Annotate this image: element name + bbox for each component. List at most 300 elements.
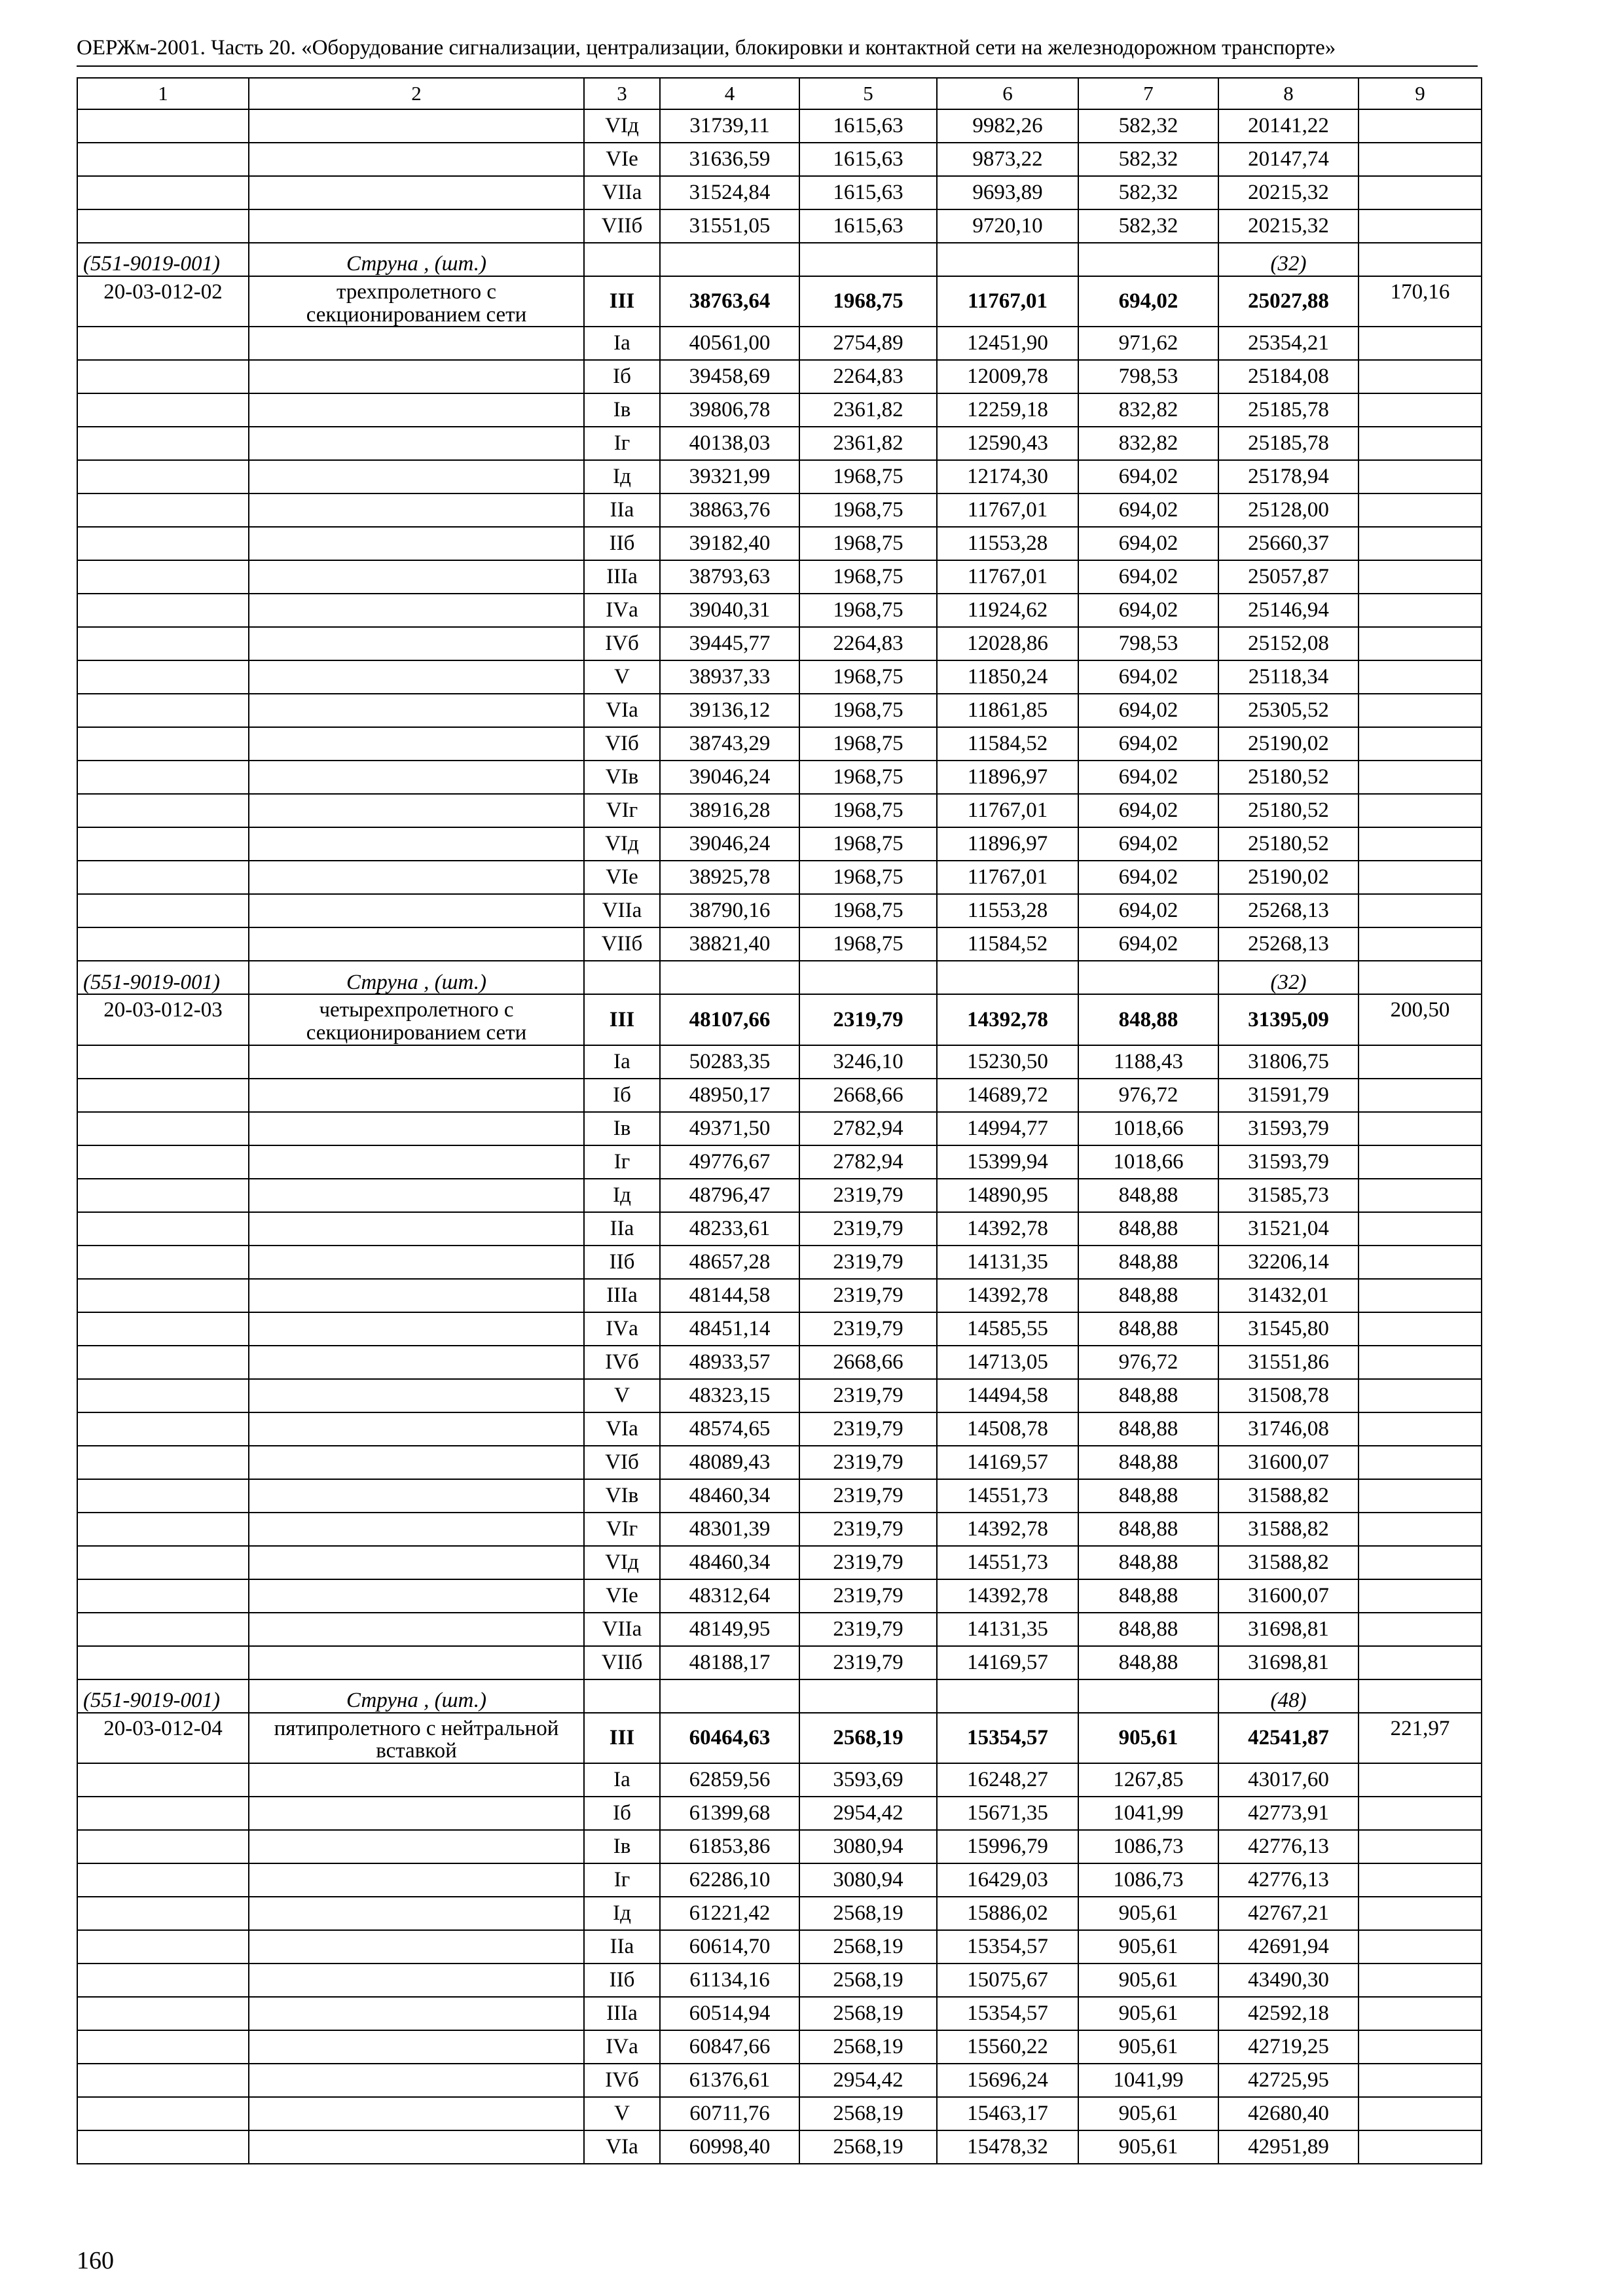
item-code bbox=[77, 1930, 249, 1964]
empty-cell bbox=[584, 243, 660, 276]
value-cell: 25146,94 bbox=[1218, 594, 1359, 627]
value-cell: 2954,42 bbox=[799, 1797, 937, 1830]
value-cell: 694,02 bbox=[1078, 694, 1218, 727]
value-cell: 32206,14 bbox=[1218, 1246, 1359, 1279]
empty-cell bbox=[1078, 1679, 1218, 1713]
value-cell: 25354,21 bbox=[1218, 327, 1359, 360]
value-cell: 11896,97 bbox=[937, 761, 1078, 794]
value-cell: 848,88 bbox=[1078, 1513, 1218, 1546]
value-cell: 976,72 bbox=[1078, 1079, 1218, 1112]
value-cell: 694,02 bbox=[1078, 276, 1218, 327]
value-cell: 38925,78 bbox=[660, 861, 799, 894]
value-cell: 848,88 bbox=[1078, 1312, 1218, 1346]
item-code bbox=[77, 1246, 249, 1279]
item-code bbox=[77, 109, 249, 143]
item-name bbox=[249, 560, 584, 594]
value-cell: 14169,57 bbox=[937, 1646, 1078, 1679]
value-cell: 42680,40 bbox=[1218, 2097, 1359, 2130]
item-name bbox=[249, 827, 584, 861]
zone-cell: Iг bbox=[584, 1863, 660, 1897]
value-cell: 12590,43 bbox=[937, 427, 1078, 460]
item-code: 20-03-012-02 bbox=[77, 276, 249, 327]
item-code bbox=[77, 1279, 249, 1312]
table-row bbox=[77, 2030, 1482, 2064]
value-cell: 42719,25 bbox=[1218, 2030, 1359, 2064]
value-cell: 38743,29 bbox=[660, 727, 799, 761]
value-cell: 2319,79 bbox=[799, 1446, 937, 1479]
zone-cell: Iб bbox=[584, 1079, 660, 1112]
value-cell: 694,02 bbox=[1078, 827, 1218, 861]
value-cell: 905,61 bbox=[1078, 1713, 1218, 1763]
zone-cell: Iд bbox=[584, 1897, 660, 1930]
column-number: 4 bbox=[660, 78, 799, 109]
item-name: трехпролетного с секционированием сети bbox=[249, 276, 584, 327]
value-cell: 2319,79 bbox=[799, 1513, 937, 1546]
value-cell: 61221,42 bbox=[660, 1897, 799, 1930]
zone-cell: VIIа bbox=[584, 894, 660, 927]
value-cell: 11767,01 bbox=[937, 861, 1078, 894]
value-cell: 905,61 bbox=[1078, 2097, 1218, 2130]
value-cell: 39182,40 bbox=[660, 527, 799, 560]
weight-cell bbox=[1359, 1579, 1482, 1613]
column-number: 6 bbox=[937, 78, 1078, 109]
value-cell: 38793,63 bbox=[660, 560, 799, 594]
value-cell: 12028,86 bbox=[937, 627, 1078, 660]
zone-cell: Iв bbox=[584, 1830, 660, 1863]
column-number: 7 bbox=[1078, 78, 1218, 109]
table-row bbox=[77, 1763, 1482, 1797]
value-cell: 38937,33 bbox=[660, 660, 799, 694]
weight-cell bbox=[1359, 176, 1482, 209]
weight-cell: 221,97 bbox=[1359, 1713, 1482, 1763]
value-cell: 38863,76 bbox=[660, 493, 799, 527]
value-cell: 2319,79 bbox=[799, 1179, 937, 1212]
weight-cell bbox=[1359, 1830, 1482, 1863]
value-cell: 31593,79 bbox=[1218, 1112, 1359, 1145]
value-cell: 43017,60 bbox=[1218, 1763, 1359, 1797]
item-name bbox=[249, 1797, 584, 1830]
value-cell: 11553,28 bbox=[937, 527, 1078, 560]
item-code bbox=[77, 527, 249, 560]
table-row bbox=[77, 527, 1482, 560]
weight-cell bbox=[1359, 2030, 1482, 2064]
item-name bbox=[249, 1145, 584, 1179]
item-name bbox=[249, 1897, 584, 1930]
table-row bbox=[77, 1412, 1482, 1446]
value-cell: 42691,94 bbox=[1218, 1930, 1359, 1964]
table-row bbox=[77, 109, 1482, 143]
value-cell: 42776,13 bbox=[1218, 1863, 1359, 1897]
value-cell: 20215,32 bbox=[1218, 209, 1359, 243]
item-code bbox=[77, 894, 249, 927]
value-cell: 48657,28 bbox=[660, 1246, 799, 1279]
item-name bbox=[249, 660, 584, 694]
zone-cell: V bbox=[584, 2097, 660, 2130]
value-cell: 848,88 bbox=[1078, 1246, 1218, 1279]
item-code bbox=[77, 1830, 249, 1863]
weight-cell bbox=[1359, 1613, 1482, 1646]
value-cell: 38821,40 bbox=[660, 927, 799, 961]
weight-cell bbox=[1359, 1145, 1482, 1179]
table-row bbox=[77, 1179, 1482, 1212]
value-cell: 848,88 bbox=[1078, 1546, 1218, 1579]
item-code bbox=[77, 1613, 249, 1646]
value-cell: 48950,17 bbox=[660, 1079, 799, 1112]
value-cell: 848,88 bbox=[1078, 1446, 1218, 1479]
empty-cell bbox=[660, 961, 799, 994]
empty-cell bbox=[1359, 961, 1482, 994]
table-row bbox=[77, 1613, 1482, 1646]
item-code bbox=[77, 1145, 249, 1179]
value-cell: 60514,94 bbox=[660, 1997, 799, 2030]
item-name bbox=[249, 493, 584, 527]
item-code bbox=[77, 460, 249, 493]
item-name bbox=[249, 761, 584, 794]
value-cell: 2319,79 bbox=[799, 1613, 937, 1646]
value-cell: 1968,75 bbox=[799, 861, 937, 894]
value-cell: 16429,03 bbox=[937, 1863, 1078, 1897]
table-row bbox=[77, 1379, 1482, 1412]
item-code bbox=[77, 1312, 249, 1346]
value-cell: 2319,79 bbox=[799, 1379, 937, 1412]
value-cell: 15399,94 bbox=[937, 1145, 1078, 1179]
zone-cell: VIг bbox=[584, 1513, 660, 1546]
resource-quantity: (48) bbox=[1218, 1679, 1359, 1713]
value-cell: 25185,78 bbox=[1218, 427, 1359, 460]
weight-cell bbox=[1359, 1179, 1482, 1212]
value-cell: 39458,69 bbox=[660, 360, 799, 393]
value-cell: 1086,73 bbox=[1078, 1863, 1218, 1897]
weight-cell bbox=[1359, 1513, 1482, 1546]
table-row bbox=[77, 1863, 1482, 1897]
zone-cell: Iа bbox=[584, 1045, 660, 1079]
value-cell: 2668,66 bbox=[799, 1079, 937, 1112]
value-cell: 798,53 bbox=[1078, 627, 1218, 660]
item-code bbox=[77, 1412, 249, 1446]
item-code bbox=[77, 1964, 249, 1997]
value-cell: 31588,82 bbox=[1218, 1479, 1359, 1513]
table-row bbox=[77, 827, 1482, 861]
table-row bbox=[77, 360, 1482, 393]
value-cell: 14169,57 bbox=[937, 1446, 1078, 1479]
value-cell: 2754,89 bbox=[799, 327, 937, 360]
resource-name: Струна , (шт.) bbox=[249, 243, 584, 276]
item-code: 20-03-012-03 bbox=[77, 994, 249, 1045]
value-cell: 31591,79 bbox=[1218, 1079, 1359, 1112]
item-name bbox=[249, 1279, 584, 1312]
zone-cell: VIIб bbox=[584, 1646, 660, 1679]
table-row bbox=[77, 794, 1482, 827]
weight-cell bbox=[1359, 1446, 1482, 1479]
table-body bbox=[77, 78, 1482, 2164]
zone-cell: V bbox=[584, 1379, 660, 1412]
table-row bbox=[77, 1546, 1482, 1579]
value-cell: 694,02 bbox=[1078, 727, 1218, 761]
table-row bbox=[77, 1045, 1482, 1079]
table-row bbox=[77, 1112, 1482, 1145]
table-row bbox=[77, 1513, 1482, 1546]
table-row bbox=[77, 1479, 1482, 1513]
weight-cell bbox=[1359, 1763, 1482, 1797]
value-cell: 12259,18 bbox=[937, 393, 1078, 427]
weight-cell bbox=[1359, 1312, 1482, 1346]
weight-cell bbox=[1359, 794, 1482, 827]
table-row bbox=[77, 1446, 1482, 1479]
value-cell: 48933,57 bbox=[660, 1346, 799, 1379]
value-cell: 15354,57 bbox=[937, 1997, 1078, 2030]
item-name bbox=[249, 176, 584, 209]
table-row bbox=[77, 276, 1482, 327]
value-cell: 11924,62 bbox=[937, 594, 1078, 627]
weight-cell bbox=[1359, 493, 1482, 527]
value-cell: 2361,82 bbox=[799, 427, 937, 460]
page-number: 160 bbox=[77, 2247, 114, 2274]
weight-cell bbox=[1359, 627, 1482, 660]
weight-cell bbox=[1359, 1479, 1482, 1513]
weight-cell bbox=[1359, 460, 1482, 493]
weight-cell bbox=[1359, 1412, 1482, 1446]
value-cell: 25180,52 bbox=[1218, 761, 1359, 794]
value-cell: 60998,40 bbox=[660, 2130, 799, 2164]
value-cell: 20215,32 bbox=[1218, 176, 1359, 209]
empty-cell bbox=[660, 1679, 799, 1713]
value-cell: 31588,82 bbox=[1218, 1546, 1359, 1579]
value-cell: 62859,56 bbox=[660, 1763, 799, 1797]
weight-cell bbox=[1359, 560, 1482, 594]
zone-cell: IVб bbox=[584, 2064, 660, 2097]
item-code bbox=[77, 1446, 249, 1479]
value-cell: 16248,27 bbox=[937, 1763, 1078, 1797]
value-cell: 25180,52 bbox=[1218, 827, 1359, 861]
value-cell: 832,82 bbox=[1078, 427, 1218, 460]
item-name bbox=[249, 527, 584, 560]
value-cell: 848,88 bbox=[1078, 1179, 1218, 1212]
item-name bbox=[249, 393, 584, 427]
value-cell: 2319,79 bbox=[799, 1312, 937, 1346]
value-cell: 694,02 bbox=[1078, 794, 1218, 827]
zone-cell: IIIа bbox=[584, 1279, 660, 1312]
table-row bbox=[77, 1897, 1482, 1930]
item-code bbox=[77, 1179, 249, 1212]
value-cell: 11850,24 bbox=[937, 660, 1078, 694]
item-name bbox=[249, 1863, 584, 1897]
value-cell: 2319,79 bbox=[799, 1579, 937, 1613]
weight-cell bbox=[1359, 1112, 1482, 1145]
value-cell: 31508,78 bbox=[1218, 1379, 1359, 1412]
table-row bbox=[77, 2097, 1482, 2130]
value-cell: 42776,13 bbox=[1218, 1830, 1359, 1863]
item-code bbox=[77, 1546, 249, 1579]
value-cell: 39445,77 bbox=[660, 627, 799, 660]
table-row bbox=[77, 1830, 1482, 1863]
table-row bbox=[77, 1713, 1482, 1763]
value-cell: 2568,19 bbox=[799, 1930, 937, 1964]
zone-cell: VIе bbox=[584, 143, 660, 176]
table-row bbox=[77, 1079, 1482, 1112]
item-name bbox=[249, 109, 584, 143]
item-name bbox=[249, 1212, 584, 1246]
weight-cell bbox=[1359, 1930, 1482, 1964]
value-cell: 1968,75 bbox=[799, 276, 937, 327]
value-cell: 848,88 bbox=[1078, 1479, 1218, 1513]
weight-cell bbox=[1359, 1279, 1482, 1312]
value-cell: 25027,88 bbox=[1218, 276, 1359, 327]
table-row bbox=[77, 1930, 1482, 1964]
empty-cell bbox=[1078, 243, 1218, 276]
item-name bbox=[249, 2097, 584, 2130]
value-cell: 2319,79 bbox=[799, 1646, 937, 1679]
value-cell: 48188,17 bbox=[660, 1646, 799, 1679]
weight-cell bbox=[1359, 2130, 1482, 2164]
value-cell: 848,88 bbox=[1078, 1613, 1218, 1646]
value-cell: 14392,78 bbox=[937, 1279, 1078, 1312]
value-cell: 1968,75 bbox=[799, 927, 937, 961]
value-cell: 694,02 bbox=[1078, 927, 1218, 961]
value-cell: 25190,02 bbox=[1218, 861, 1359, 894]
weight-cell bbox=[1359, 594, 1482, 627]
value-cell: 905,61 bbox=[1078, 2030, 1218, 2064]
zone-cell: Iб bbox=[584, 360, 660, 393]
value-cell: 25305,52 bbox=[1218, 694, 1359, 727]
value-cell: 14508,78 bbox=[937, 1412, 1078, 1446]
value-cell: 2319,79 bbox=[799, 1212, 937, 1246]
value-cell: 1968,75 bbox=[799, 894, 937, 927]
table-row bbox=[77, 1964, 1482, 1997]
item-code bbox=[77, 1863, 249, 1897]
value-cell: 25152,08 bbox=[1218, 627, 1359, 660]
column-number: 3 bbox=[584, 78, 660, 109]
weight-cell bbox=[1359, 861, 1482, 894]
value-cell: 694,02 bbox=[1078, 560, 1218, 594]
value-cell: 2568,19 bbox=[799, 1997, 937, 2030]
value-cell: 20141,22 bbox=[1218, 109, 1359, 143]
value-cell: 48107,66 bbox=[660, 994, 799, 1045]
table-row bbox=[77, 2064, 1482, 2097]
table-row bbox=[77, 393, 1482, 427]
item-code bbox=[77, 1579, 249, 1613]
zone-cell: VIа bbox=[584, 1412, 660, 1446]
value-cell: 38916,28 bbox=[660, 794, 799, 827]
value-cell: 2668,66 bbox=[799, 1346, 937, 1379]
value-cell: 31593,79 bbox=[1218, 1145, 1359, 1179]
value-cell: 694,02 bbox=[1078, 761, 1218, 794]
value-cell: 11767,01 bbox=[937, 560, 1078, 594]
item-code bbox=[77, 1513, 249, 1546]
value-cell: 2568,19 bbox=[799, 2130, 937, 2164]
value-cell: 50283,35 bbox=[660, 1045, 799, 1079]
empty-cell bbox=[799, 961, 937, 994]
value-cell: 20147,74 bbox=[1218, 143, 1359, 176]
value-cell: 25180,52 bbox=[1218, 794, 1359, 827]
zone-cell: VIе bbox=[584, 861, 660, 894]
value-cell: 14713,05 bbox=[937, 1346, 1078, 1379]
resource-name: Струна , (шт.) bbox=[249, 961, 584, 994]
item-code bbox=[77, 143, 249, 176]
page-header-title: ОЕРЖм-2001. Часть 20. «Оборудование сигнализации, централизации, блокировки и контактной сети на железнодорожном транспорте» bbox=[77, 36, 1336, 60]
item-code bbox=[77, 1112, 249, 1145]
item-name bbox=[249, 1379, 584, 1412]
item-code bbox=[77, 1646, 249, 1679]
table-row bbox=[77, 143, 1482, 176]
value-cell: 31551,86 bbox=[1218, 1346, 1359, 1379]
value-cell: 14994,77 bbox=[937, 1112, 1078, 1145]
value-cell: 38763,64 bbox=[660, 276, 799, 327]
zone-cell: IVб bbox=[584, 1346, 660, 1379]
empty-cell bbox=[584, 1679, 660, 1713]
value-cell: 42951,89 bbox=[1218, 2130, 1359, 2164]
weight-cell: 200,50 bbox=[1359, 994, 1482, 1045]
zone-cell: Iа bbox=[584, 1763, 660, 1797]
value-cell: 11584,52 bbox=[937, 727, 1078, 761]
value-cell: 11896,97 bbox=[937, 827, 1078, 861]
zone-cell: VIв bbox=[584, 1479, 660, 1513]
table-row bbox=[77, 1579, 1482, 1613]
value-cell: 905,61 bbox=[1078, 1997, 1218, 2030]
column-number: 5 bbox=[799, 78, 937, 109]
weight-cell bbox=[1359, 2064, 1482, 2097]
value-cell: 2361,82 bbox=[799, 393, 937, 427]
value-cell: 14131,35 bbox=[937, 1246, 1078, 1279]
value-cell: 1968,75 bbox=[799, 660, 937, 694]
empty-cell bbox=[1359, 243, 1482, 276]
resource-code: (551-9019-001) bbox=[77, 243, 249, 276]
value-cell: 40138,03 bbox=[660, 427, 799, 460]
weight-cell bbox=[1359, 761, 1482, 794]
item-name bbox=[249, 1246, 584, 1279]
value-cell: 2954,42 bbox=[799, 2064, 937, 2097]
value-cell: 694,02 bbox=[1078, 594, 1218, 627]
value-cell: 48312,64 bbox=[660, 1579, 799, 1613]
value-cell: 61134,16 bbox=[660, 1964, 799, 1997]
item-code bbox=[77, 360, 249, 393]
item-name bbox=[249, 1112, 584, 1145]
weight-cell bbox=[1359, 360, 1482, 393]
value-cell: 848,88 bbox=[1078, 1379, 1218, 1412]
table-row bbox=[77, 427, 1482, 460]
value-cell: 9982,26 bbox=[937, 109, 1078, 143]
table-row bbox=[77, 994, 1482, 1045]
item-code bbox=[77, 1997, 249, 2030]
zone-cell: VIе bbox=[584, 1579, 660, 1613]
value-cell: 694,02 bbox=[1078, 660, 1218, 694]
weight-cell bbox=[1359, 427, 1482, 460]
value-cell: 11767,01 bbox=[937, 276, 1078, 327]
value-cell: 1041,99 bbox=[1078, 2064, 1218, 2097]
item-code bbox=[77, 727, 249, 761]
value-cell: 39040,31 bbox=[660, 594, 799, 627]
item-code bbox=[77, 694, 249, 727]
zone-cell: IIб bbox=[584, 1964, 660, 1997]
zone-cell: VIб bbox=[584, 727, 660, 761]
value-cell: 848,88 bbox=[1078, 994, 1218, 1045]
value-cell: 25118,34 bbox=[1218, 660, 1359, 694]
item-name bbox=[249, 1579, 584, 1613]
value-cell: 3080,94 bbox=[799, 1830, 937, 1863]
table-row bbox=[77, 1346, 1482, 1379]
zone-cell: Iв bbox=[584, 393, 660, 427]
item-name bbox=[249, 1646, 584, 1679]
value-cell: 1968,75 bbox=[799, 761, 937, 794]
value-cell: 12451,90 bbox=[937, 327, 1078, 360]
value-cell: 25184,08 bbox=[1218, 360, 1359, 393]
weight-cell bbox=[1359, 1646, 1482, 1679]
resource-row bbox=[77, 243, 1482, 276]
item-code bbox=[77, 594, 249, 627]
zone-cell: VIб bbox=[584, 1446, 660, 1479]
item-code bbox=[77, 560, 249, 594]
item-name bbox=[249, 2064, 584, 2097]
zone-cell: IIIа bbox=[584, 560, 660, 594]
